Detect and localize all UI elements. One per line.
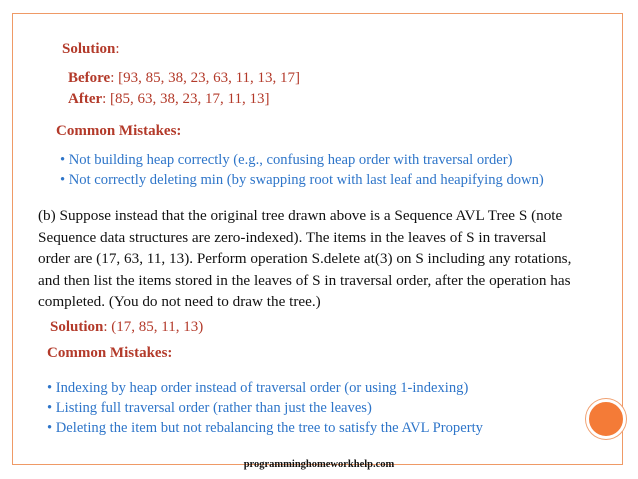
question-line: completed. (You do not need to draw the tree.) xyxy=(38,293,321,311)
mistakes-heading-2: Common Mistakes: xyxy=(47,345,173,361)
question-b-paragraph xyxy=(38,205,608,313)
mistake-item: • Indexing by heap order instead of traversal order (or using 1-indexing) xyxy=(47,380,469,396)
solution-label: Solution xyxy=(62,41,116,57)
question-line: and then list the items stored in the leaves of S in traversal order, after the operation has xyxy=(38,271,571,289)
solution-value: : (17, 85, 11, 13) xyxy=(103,319,204,335)
after-line xyxy=(68,92,270,107)
mistakes-heading-1: Common Mistakes: xyxy=(56,123,182,139)
mistake-item: • Deleting the item but not rebalancing the tree to satisfy the AVL Property xyxy=(47,420,483,436)
after-label: After xyxy=(68,91,103,107)
solution-heading-2 xyxy=(50,320,203,335)
mistake-item: • Not building heap correctly (e.g., confusing heap order with traversal order) xyxy=(60,152,513,168)
decorative-circle xyxy=(586,399,626,439)
question-line: (b) Suppose instead that the original tree drawn above is a Sequence AVL Tree S (note xyxy=(38,207,563,224)
mistake-item: • Not correctly deleting min (by swapping root with last leaf and heapifying down) xyxy=(60,172,544,188)
solution-colon: : xyxy=(115,41,120,57)
footer-site: programminghomeworkhelp.com xyxy=(243,459,395,470)
solution-label: Solution xyxy=(50,319,104,335)
question-line: Sequence data structures are zero-indexed). The items in the leaves of S in traversal xyxy=(38,228,547,246)
before-line xyxy=(68,71,300,86)
after-value: : [85, 63, 38, 23, 17, 11, 13] xyxy=(102,91,270,107)
mistakes-list-2 xyxy=(47,378,483,438)
mistake-item: • Listing full traversal order (rather than just the leaves) xyxy=(47,400,372,416)
question-line: order are (17, 63, 11, 13). Perform operation S.delete at(3) on S including any rotations, xyxy=(38,250,572,268)
before-value: : [93, 85, 38, 23, 63, 11, 13, 17] xyxy=(110,70,301,86)
before-label: Before xyxy=(68,70,111,86)
solution-heading-1 xyxy=(62,42,120,57)
mistakes-list-1 xyxy=(60,150,544,190)
